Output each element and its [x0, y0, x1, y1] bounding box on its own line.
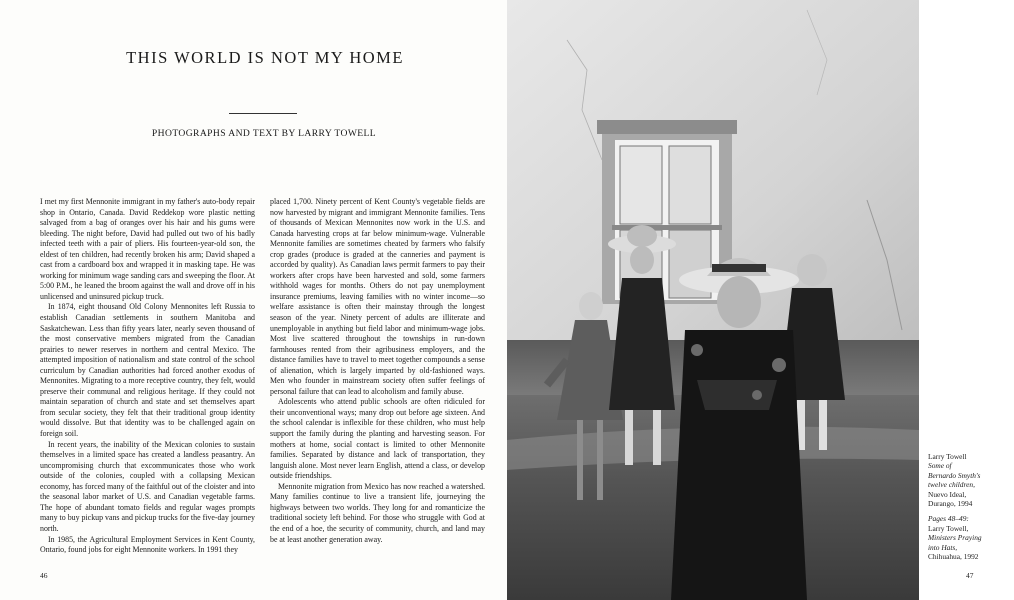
paragraph: Mennonite migration from Mexico has now reached a watershed. Many families continue to live a transient life, journeying the highways between two worlds. They long for and romanticize the traditional society left behind. For those who struggle with God at the end of a hoe, the security of community, church, and land may be at least another generation away. [270, 481, 485, 544]
caption-reference-place: Chihuahua, 1992 [928, 552, 979, 562]
caption-reference-photographer: Larry Towell, [928, 523, 969, 533]
article-byline: PHOTOGRAPHS AND TEXT BY LARRY TOWELL [151, 128, 377, 139]
paragraph: In recent years, the inability of the Mexican colonies to sustain themselves in a limited space has created a landless peasantry. An uncompromising church that excommunicates those who work outside of the colonies, coupled with a collapsing Mexican economy, has forced many of the faithful out of the cloister and into the seasonal labor market of U.S. and Canadian vegetable farms. The hope of abundant tomato fields and regular wages prompts many to buy pickup vans and pickup trucks for the five-day journey north. [40, 439, 255, 533]
caption-place-line: Durango, 1994 [928, 499, 973, 509]
title-divider [229, 113, 297, 114]
caption-photographer: Larry Towell [928, 452, 967, 461]
caption-reference-label: Pages 48–49: [928, 514, 969, 524]
paragraph: Adolescents who attend public schools are often ridiculed for their unconventional ways; many drop out before age sixteen. And the school calendar is inflexible for these children, who must help support the family during the planting and harvesting season. For mothers at home, social contact is limited to other Mennonite families. Separated by distance and lack of transportation, they languish alone. Most never learn English, attend a class, or develop outside friendships. [270, 397, 485, 481]
caption-reference-title: Ministers Praying [928, 533, 982, 543]
caption-title-line: twelve children, [928, 480, 975, 490]
paragraph: In 1985, the Agricultural Employment Services in Kent County, Ontario, found jobs for eight Mennonite workers. In 1991 they [40, 534, 255, 555]
page-number-right: 47 [966, 571, 974, 580]
photo-caption [928, 452, 1008, 561]
caption-title-line: Bernardo Smyth's [928, 470, 981, 480]
paragraph: In 1874, eight thousand Old Colony Mennonites left Russia to establish Canadian settlements in southern Manitoba and Saskatchewan. Less than fifty years later, nearly seven thousand of the most conservative members migrated from the Canadian prairies to newer reserves in northern and central Mexico. The attempted imposition of nationalism and state control of the school curriculum by Canadian authorities had forced another exodus of Mennonites. Migrating to a more receptive country, they felt, would preserve their communal and religious heritage. If they could not maintain separation of church and state and set themselves apart from secular society, they felt that their traditional group identity would dissolve. But that identity was to be challenged again on foreign soil. [40, 302, 255, 439]
article-title: THIS WORLD IS NOT MY HOME [126, 48, 404, 67]
photograph [507, 0, 919, 600]
body-column-right [270, 197, 485, 545]
caption-title-line: Some of [928, 461, 952, 471]
body-column-left [40, 197, 255, 556]
caption-reference-title: into Hats, [928, 542, 958, 552]
page-number-left: 46 [40, 571, 48, 580]
paragraph: I met my first Mennonite immigrant in my father's auto-body repair shop in Ontario, Canada. David Reddekop wore plastic netting salvaged from a bag of oranges over his hair and his gums were bleeding. The night before, David had pulled out two of his badly infected teeth with a pair of pliers. His fourteen-year-old son, the eldest of ten children, had recently broken his arm; David shaped a cast from a cardboard box and wrapped it in masking tape. He was working for minimum wage sanding cars and sweeping the floor. At 5:00 P.M., he leaned the broom against the wall and drove off in his unlicensed and uninsured pickup truck. [40, 197, 255, 301]
caption-place-line: Nuevo Ideal, [928, 489, 967, 499]
paragraph: placed 1,700. Ninety percent of Kent County's vegetable fields are now harvested by migrant and immigrant Mennonite families. Tens of thousands of Mexican Mennonites now work in the U.S. and Canada harvesting crops at far below minimum-wage. Vulnerable Mennonite families are sometimes cheated by farmers who falsify crop grades (produce is graded at the canneries and payment is accorded by quality). As Canadian laws permit farmers to pay their workers after crops have been harvested and sold, some farmers withhold wages for months. Others do not pay unemployment insurance premiums, leaving families with no winter income—so welfare assistance is often their mainstay through the longest season of the year. Ninety percent of adults are illiterate and unemployable in anything but field labor and minimum-wage jobs. Most live scattered throughout the townships in run-down farmhouses rented from their agribusiness employers, and the distance families have to travel to meet together compounds a sense of alienation, which is largely imparted by old-fashioned ways. Men who founder in mainstream society often suffer feelings of personal failure that can lead to alcoholism and family abuse. [270, 197, 485, 396]
